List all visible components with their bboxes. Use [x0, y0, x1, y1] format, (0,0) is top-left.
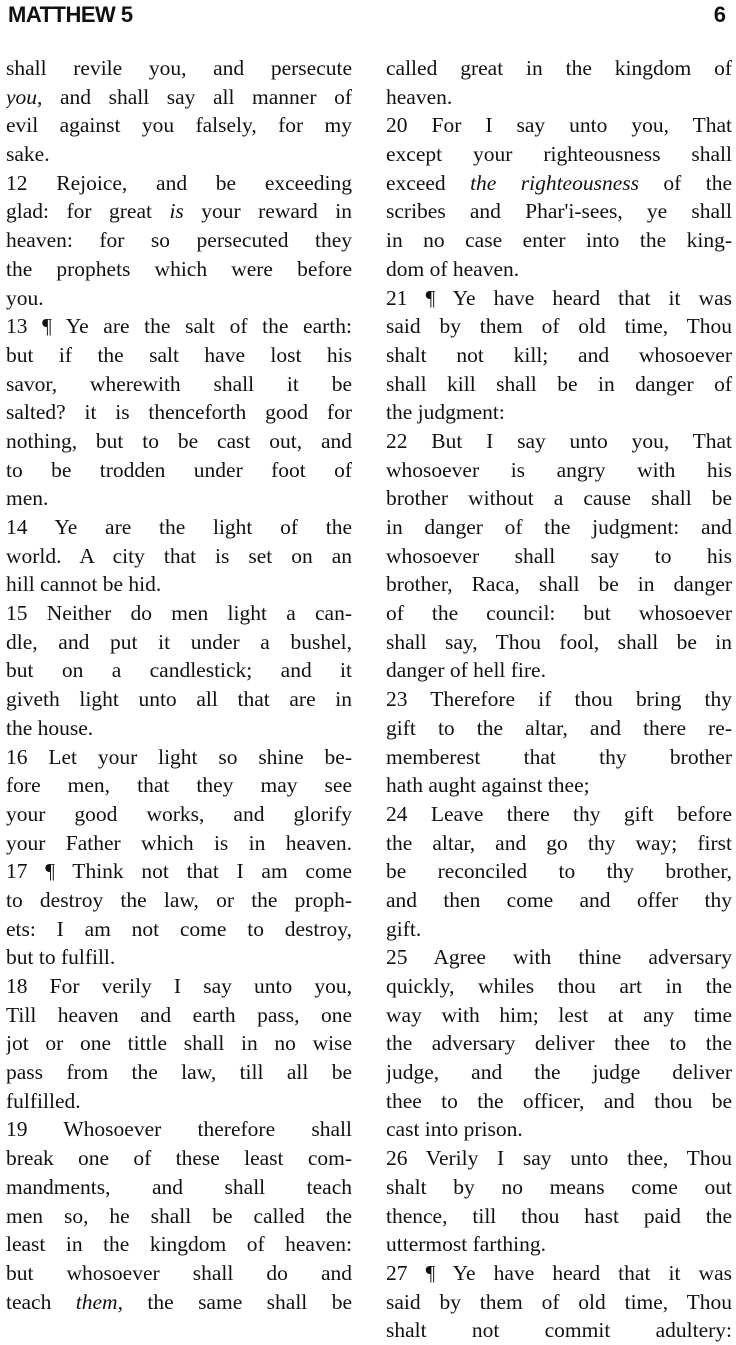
text-run: said by them of old time, Thou	[386, 1289, 732, 1314]
text-run: 26 Verily I say unto thee, Thou	[386, 1146, 732, 1171]
text-line	[6, 398, 352, 427]
text-line	[6, 169, 352, 198]
text-line	[6, 886, 352, 915]
text-run: of the	[639, 170, 732, 195]
text-line	[386, 1115, 732, 1144]
text-run: the judgment:	[386, 400, 505, 425]
text-line	[386, 1288, 732, 1317]
text-run: 17 ¶ Think not that I am come	[6, 859, 352, 884]
text-line	[6, 1202, 352, 1231]
text-line	[6, 570, 352, 599]
text-line	[386, 456, 732, 485]
text-line	[6, 341, 352, 370]
text-line	[386, 1058, 732, 1087]
text-line	[386, 542, 732, 571]
text-run: 21 ¶ Ye have heard that it was	[386, 285, 732, 310]
text-line	[386, 1029, 732, 1058]
text-run: 19 Whosoever therefore shall	[6, 1117, 352, 1142]
text-line	[386, 140, 732, 169]
italic-text: them,	[75, 1289, 123, 1314]
text-line	[6, 1001, 352, 1030]
text-line	[6, 284, 352, 313]
text-run: scribes and Phar'i-sees, ye shall	[386, 199, 732, 224]
text-run: 20 For I say unto you, That	[386, 113, 732, 138]
text-run: thence, till thou hast paid the	[386, 1203, 732, 1228]
text-run: danger of hell fire.	[386, 658, 546, 683]
text-line	[6, 743, 352, 772]
text-line	[6, 915, 352, 944]
text-line	[6, 1115, 352, 1144]
text-run: the adversary deliver thee to the	[386, 1031, 732, 1056]
right-text-column	[386, 54, 732, 1345]
text-run: jot or one tittle shall in no wise	[6, 1031, 352, 1056]
text-line	[6, 771, 352, 800]
text-run: pass from the law, till all be	[6, 1060, 352, 1085]
text-run: shalt not kill; and whosoever	[386, 342, 732, 367]
text-line	[6, 513, 352, 542]
text-line	[6, 829, 352, 858]
text-run: least in the kingdom of heaven:	[6, 1232, 352, 1257]
italic-text: you,	[6, 84, 43, 109]
text-run: dle, and put it under a bushel,	[6, 629, 352, 654]
text-run: exceed	[386, 170, 471, 195]
text-line	[6, 54, 352, 83]
text-run: 14 Ye are the light of the	[6, 515, 352, 539]
text-run: gift to the altar, and there re-	[386, 715, 732, 740]
text-run: the prophets which were before	[6, 256, 352, 281]
text-run: thee to the officer, and thou be	[386, 1088, 732, 1113]
text-line	[6, 197, 352, 226]
text-run: men.	[6, 486, 49, 511]
text-line	[6, 226, 352, 255]
text-line	[386, 513, 732, 542]
text-run: your Father which is in heaven.	[6, 830, 352, 855]
text-run: to be trodden under foot of	[6, 457, 352, 482]
text-line	[6, 1288, 352, 1317]
text-line	[6, 370, 352, 399]
text-line	[386, 1230, 732, 1259]
text-run: the house.	[6, 715, 94, 740]
text-line	[6, 1230, 352, 1259]
text-line	[386, 226, 732, 255]
text-run: in no case enter into the king-	[386, 228, 732, 253]
text-run: 22 But I say unto you, That	[386, 428, 732, 453]
text-run: but to fulfill.	[6, 945, 116, 970]
text-line	[6, 628, 352, 657]
text-run: judge, and the judge deliver	[386, 1060, 732, 1085]
text-run: the same shall be	[122, 1289, 352, 1314]
text-run: 27 ¶ Ye have heard that it was	[386, 1260, 732, 1285]
text-line	[386, 714, 732, 743]
text-run: to destroy the law, or the proph-	[6, 887, 352, 912]
text-run: mandments, and shall teach	[6, 1174, 352, 1199]
text-line	[6, 972, 352, 1001]
text-line	[386, 1173, 732, 1202]
text-run: 15 Neither do men light a can-	[6, 601, 352, 626]
text-line	[386, 628, 732, 657]
italic-text: the righteousness	[470, 170, 639, 195]
text-line	[6, 1058, 352, 1087]
italic-text: is	[169, 199, 184, 224]
text-line	[6, 456, 352, 485]
text-run: 13 ¶ Ye are the salt of the earth:	[6, 314, 352, 339]
text-run: way with him; lest at any time	[386, 1002, 732, 1027]
text-run: men so, he shall be called the	[6, 1203, 352, 1228]
text-run: teach	[6, 1289, 76, 1314]
text-run: your good works, and glorify	[6, 801, 352, 826]
text-line	[386, 169, 732, 198]
text-line	[6, 943, 352, 972]
text-line	[6, 1144, 352, 1173]
text-line	[386, 570, 732, 599]
text-line	[386, 800, 732, 829]
text-line	[386, 398, 732, 427]
text-run: memberest that thy brother	[386, 744, 732, 769]
text-run: and shall say all manner of	[42, 84, 352, 109]
text-run: cast into prison.	[386, 1117, 523, 1142]
text-run: 25 Agree with thine adversary	[386, 945, 732, 970]
book-chapter-heading: MATTHEW 5	[8, 2, 133, 27]
text-line	[6, 427, 352, 456]
text-run: evil against you falsely, for my	[6, 113, 352, 138]
text-line	[386, 829, 732, 858]
text-run: brother, Raca, shall be in danger	[386, 572, 732, 597]
text-run: savor, wherewith shall it be	[6, 371, 352, 396]
text-run: glad: for great	[6, 199, 170, 224]
text-run: nothing, but to be cast out, and	[6, 428, 352, 453]
text-line	[386, 312, 732, 341]
text-line	[386, 341, 732, 370]
text-line	[6, 656, 352, 685]
text-run: and then come and offer thy	[386, 887, 732, 912]
text-line	[386, 1144, 732, 1173]
text-line	[386, 284, 732, 313]
text-line	[6, 140, 352, 169]
text-run: but on a candlestick; and it	[6, 658, 352, 683]
text-line	[6, 484, 352, 513]
text-line	[386, 83, 732, 112]
text-line	[6, 1087, 352, 1116]
text-run: in danger of the judgment: and	[386, 515, 732, 539]
text-run: uttermost farthing.	[386, 1232, 547, 1257]
text-line	[386, 1001, 732, 1030]
text-line	[6, 685, 352, 714]
text-line	[6, 800, 352, 829]
text-run: Till heaven and earth pass, one	[6, 1002, 352, 1027]
text-line	[386, 54, 732, 83]
text-run: 12 Rejoice, and be exceeding	[6, 170, 352, 195]
text-line	[386, 1316, 732, 1345]
text-run: whosoever is angry with his	[386, 457, 732, 482]
text-line	[386, 1259, 732, 1288]
text-line	[6, 542, 352, 571]
page-number: 6	[713, 2, 726, 27]
text-line	[386, 886, 732, 915]
text-line	[386, 255, 732, 284]
text-run: quickly, whiles thou art in the	[386, 974, 732, 998]
text-run: but whosoever shall do and	[6, 1260, 352, 1285]
text-run: break one of these least com-	[6, 1146, 352, 1171]
left-text-column	[6, 54, 352, 1316]
text-run: fulfilled.	[6, 1088, 81, 1113]
text-run: your reward in	[183, 199, 352, 224]
text-run: but if the salt have lost his	[6, 342, 352, 367]
text-run: fore men, that they may see	[6, 773, 352, 798]
page-header	[0, 0, 736, 40]
text-line	[6, 599, 352, 628]
text-line	[386, 771, 732, 800]
text-run: shall kill shall be in danger of	[386, 371, 732, 396]
text-run: be reconciled to thy brother,	[386, 859, 732, 884]
text-run: 16 Let your light so shine be-	[6, 744, 352, 769]
text-run: hill cannot be hid.	[6, 572, 162, 597]
text-line	[386, 915, 732, 944]
text-run: shalt by no means come out	[386, 1174, 732, 1199]
text-run: brother without a cause shall be	[386, 486, 732, 511]
text-run: heaven: for so persecuted they	[6, 228, 352, 253]
text-line	[6, 255, 352, 284]
text-run: shall say, Thou fool, shall be in	[386, 629, 732, 654]
text-line	[386, 484, 732, 513]
text-run: heaven.	[386, 84, 453, 109]
text-line	[386, 427, 732, 456]
text-run: ets: I am not come to destroy,	[6, 916, 352, 941]
text-run: said by them of old time, Thou	[386, 314, 732, 339]
text-run: the altar, and go thy way; first	[386, 830, 732, 855]
text-line	[6, 111, 352, 140]
text-line	[386, 743, 732, 772]
text-line	[6, 1173, 352, 1202]
text-run: dom of heaven.	[386, 256, 520, 281]
text-line	[6, 1029, 352, 1058]
text-line	[386, 370, 732, 399]
text-run: shall revile you, and persecute	[6, 56, 352, 80]
text-run: shalt not commit adultery:	[386, 1318, 732, 1343]
text-run: of the council: but whosoever	[386, 601, 732, 626]
text-run: giveth light unto all that are in	[6, 687, 352, 712]
text-line	[6, 312, 352, 341]
text-line	[386, 857, 732, 886]
text-line	[6, 714, 352, 743]
text-run: 18 For verily I say unto you,	[6, 974, 352, 998]
text-run: world. A city that is set on an	[6, 543, 352, 568]
text-line	[386, 656, 732, 685]
text-run: sake.	[6, 142, 50, 167]
text-line	[6, 857, 352, 886]
text-line	[386, 599, 732, 628]
text-run: called great in the kingdom of	[386, 56, 732, 80]
text-line	[386, 197, 732, 226]
text-run: you.	[6, 285, 44, 310]
text-run: hath aught against thee;	[386, 773, 590, 798]
text-run: gift.	[386, 916, 422, 941]
text-line	[386, 972, 732, 1001]
text-line	[386, 1202, 732, 1231]
text-run: 23 Therefore if thou bring thy	[386, 687, 732, 712]
text-run: 24 Leave there thy gift before	[386, 801, 732, 826]
text-line	[6, 83, 352, 112]
text-run: whosoever shall say to his	[386, 543, 732, 568]
text-line	[386, 1087, 732, 1116]
text-line	[386, 685, 732, 714]
text-line	[386, 111, 732, 140]
text-run: salted? it is thenceforth good for	[6, 400, 352, 425]
text-line	[386, 943, 732, 972]
text-line	[6, 1259, 352, 1288]
text-run: except your righteousness shall	[386, 142, 732, 167]
